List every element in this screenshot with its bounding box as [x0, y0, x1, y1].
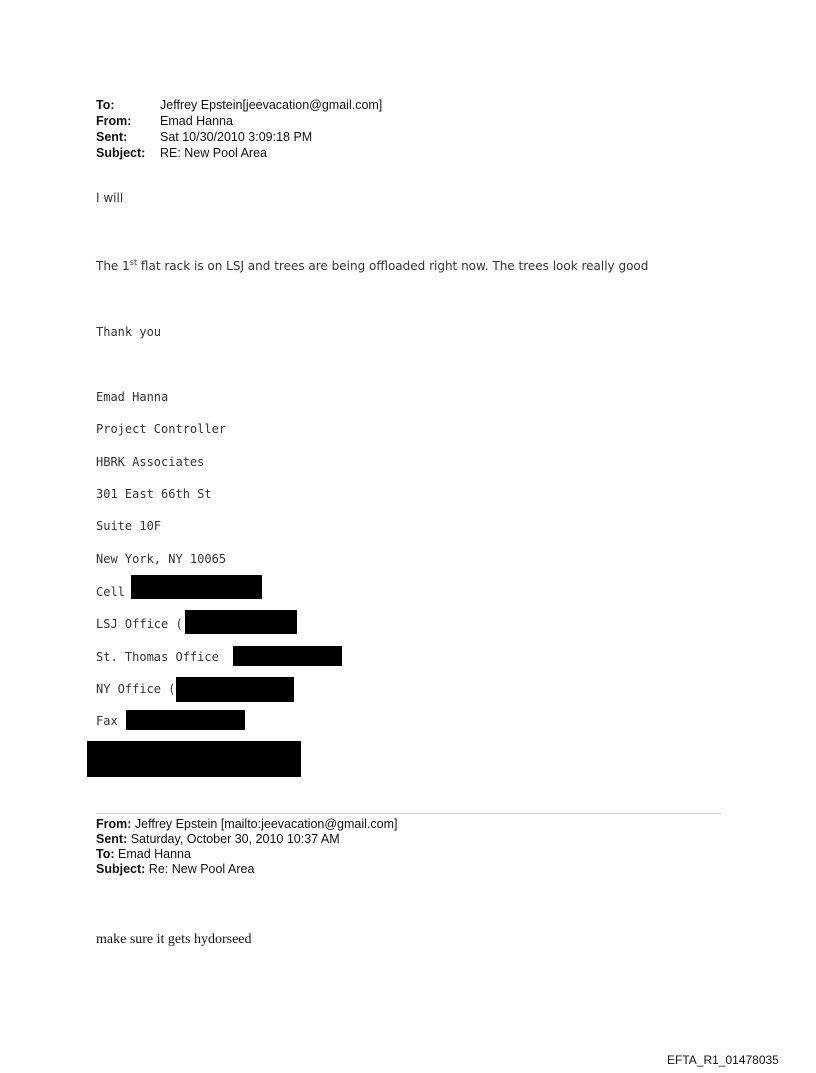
from-label: From: [96, 114, 132, 128]
quoted-message: make sure it gets hydorseed [96, 932, 252, 947]
quoted-to-value: Emad Hanna [114, 847, 191, 861]
sig-st-thomas-office: St. Thomas Office [96, 650, 219, 664]
thanks-line: Thank you [96, 325, 162, 339]
body-line-2-post: flat rack is on LSJ and trees are being offloaded right now. The trees look really good [137, 259, 649, 273]
body-line-2-sup: st [129, 258, 138, 267]
quoted-sent-row [96, 832, 397, 847]
quoted-from-label: From: [96, 817, 132, 831]
sig-company: HBRK Associates [96, 455, 205, 469]
subject-row [96, 145, 382, 161]
redaction-ny-office [176, 677, 294, 702]
sig-fax: Fax [96, 714, 118, 728]
redaction-st-thomas-office [233, 646, 342, 666]
quoted-sent-label: Sent: [96, 832, 128, 846]
subject-value: RE: New Pool Area [160, 146, 267, 160]
to-label: To: [96, 98, 115, 112]
redaction-cell [131, 575, 262, 599]
quote-divider [96, 813, 721, 814]
sent-value: Sat 10/30/2010 3:09:18 PM [160, 130, 313, 144]
to-value: Jeffrey Epstein[jeevacation@gmail.com] [160, 98, 383, 112]
quoted-to-label: To: [96, 847, 115, 861]
from-row [96, 113, 382, 129]
body-line-1: I will [96, 191, 124, 205]
body-line-2-pre: The 1 [96, 259, 130, 273]
redaction-fax [126, 710, 245, 730]
document-id: EFTA_R1_01478035 [667, 1053, 779, 1067]
quoted-subject-row [96, 862, 397, 877]
sent-label: Sent: [96, 130, 128, 144]
sig-name: Emad Hanna [96, 390, 169, 404]
quoted-to-row [96, 847, 397, 862]
sig-lsj-office: LSJ Office ( [96, 617, 183, 631]
quoted-subject-label: Subject: [96, 862, 146, 876]
quoted-sent-value: Saturday, October 30, 2010 10:37 AM [127, 832, 340, 846]
to-row [96, 97, 382, 113]
quoted-subject-value: Re: New Pool Area [145, 862, 255, 876]
quoted-from-row [96, 817, 397, 832]
sig-title: Project Controller [96, 422, 227, 436]
redaction-lsj-office [185, 610, 297, 634]
subject-label: Subject: [96, 146, 146, 160]
sig-address-2: Suite 10F [96, 519, 162, 533]
sent-row [96, 129, 382, 145]
email-header [96, 97, 382, 161]
sig-cell: Cell [96, 585, 125, 599]
quoted-header [96, 817, 397, 877]
sig-address-1: 301 East 66th St [96, 487, 212, 501]
body-line-2 [96, 258, 648, 273]
quoted-from-value: Jeffrey Epstein [mailto:jeevacation@gmail.com] [131, 817, 398, 831]
sig-city: New York, NY 10065 [96, 552, 227, 566]
redaction-block [87, 741, 301, 777]
sig-ny-office: NY Office ( [96, 682, 176, 696]
from-value: Emad Hanna [160, 114, 233, 128]
